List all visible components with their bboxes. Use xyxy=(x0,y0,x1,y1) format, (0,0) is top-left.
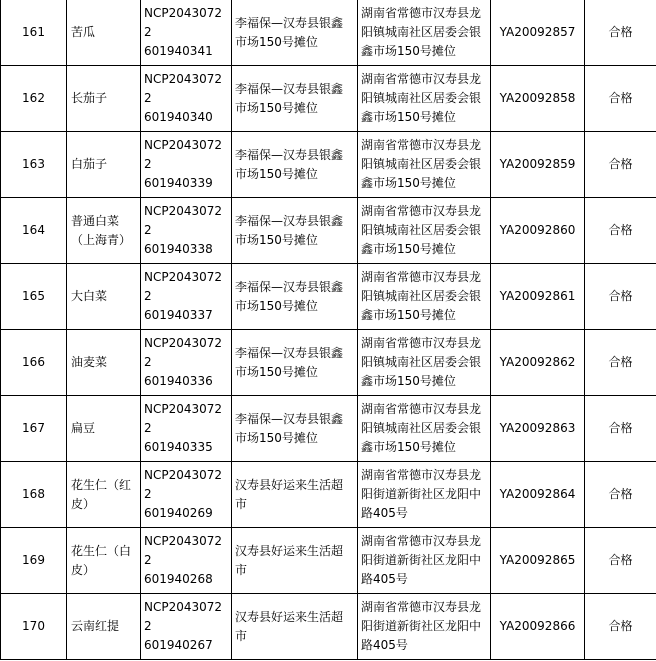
result-cell: 合格 xyxy=(585,528,656,594)
sample-number-cell: YA20092863 xyxy=(491,396,585,462)
sampling-code-part-1: NCP20430722 xyxy=(144,600,223,633)
serial-number-cell: 167 xyxy=(1,396,67,462)
sampling-code-part-2: 601940341 xyxy=(144,44,213,58)
serial-number-cell: 161 xyxy=(1,0,67,66)
sample-number-cell: YA20092860 xyxy=(491,198,585,264)
sample-number-cell: YA20092865 xyxy=(491,528,585,594)
table-row xyxy=(1,264,656,330)
sample-number-cell: YA20092862 xyxy=(491,330,585,396)
sampling-code-cell xyxy=(141,330,232,396)
sampling-code-cell xyxy=(141,462,232,528)
unit-address-cell: 湖南省常德市汉寿县龙阳镇城南社区居委会银鑫市场150号摊位 xyxy=(358,396,491,462)
product-name-cell: 普通白菜（上海青） xyxy=(67,198,141,264)
result-cell: 合格 xyxy=(585,396,656,462)
sampled-unit-cell: 汉寿县好运来生活超市 xyxy=(232,528,358,594)
sampling-code-part-2: 601940337 xyxy=(144,308,213,322)
sampled-unit-cell: 李福保—汉寿县银鑫市场150号摊位 xyxy=(232,132,358,198)
sampling-code-part-1: NCP20430722 xyxy=(144,72,223,105)
sampling-code-cell xyxy=(141,264,232,330)
sampling-code-cell xyxy=(141,528,232,594)
result-cell: 合格 xyxy=(585,198,656,264)
unit-address-cell: 湖南省常德市汉寿县龙阳街道新街社区龙阳中路405号 xyxy=(358,594,491,660)
sampling-code-part-2: 601940336 xyxy=(144,374,213,388)
sampling-code-cell xyxy=(141,132,232,198)
table-row xyxy=(1,0,656,66)
sampling-code-cell xyxy=(141,396,232,462)
table-row xyxy=(1,66,656,132)
sampling-code-part-1: NCP20430722 xyxy=(144,204,223,237)
sample-number-cell: YA20092859 xyxy=(491,132,585,198)
product-name-cell: 扁豆 xyxy=(67,396,141,462)
serial-number-cell: 165 xyxy=(1,264,67,330)
sampling-code-part-2: 601940267 xyxy=(144,638,213,652)
sampled-unit-cell: 李福保—汉寿县银鑫市场150号摊位 xyxy=(232,198,358,264)
table-row xyxy=(1,594,656,660)
result-cell: 合格 xyxy=(585,330,656,396)
unit-address-cell: 湖南省常德市汉寿县龙阳镇城南社区居委会银鑫市场150号摊位 xyxy=(358,0,491,66)
table-row xyxy=(1,330,656,396)
sample-number-cell: YA20092864 xyxy=(491,462,585,528)
sample-number-cell: YA20092861 xyxy=(491,264,585,330)
unit-address-cell: 湖南省常德市汉寿县龙阳镇城南社区居委会银鑫市场150号摊位 xyxy=(358,132,491,198)
sampling-code-part-2: 601940269 xyxy=(144,506,213,520)
product-name-cell: 花生仁（白皮） xyxy=(67,528,141,594)
product-name-cell: 云南红提 xyxy=(67,594,141,660)
product-name-cell: 油麦菜 xyxy=(67,330,141,396)
unit-address-cell: 湖南省常德市汉寿县龙阳镇城南社区居委会银鑫市场150号摊位 xyxy=(358,66,491,132)
table-row xyxy=(1,528,656,594)
sampled-unit-cell: 李福保—汉寿县银鑫市场150号摊位 xyxy=(232,396,358,462)
sampled-unit-cell: 李福保—汉寿县银鑫市场150号摊位 xyxy=(232,264,358,330)
sampling-code-part-2: 601940339 xyxy=(144,176,213,190)
table-row xyxy=(1,198,656,264)
sampled-unit-cell: 李福保—汉寿县银鑫市场150号摊位 xyxy=(232,66,358,132)
sampling-code-part-1: NCP20430722 xyxy=(144,138,223,171)
result-cell: 合格 xyxy=(585,0,656,66)
sample-number-cell: YA20092857 xyxy=(491,0,585,66)
unit-address-cell: 湖南省常德市汉寿县龙阳镇城南社区居委会银鑫市场150号摊位 xyxy=(358,198,491,264)
sampling-code-part-1: NCP20430722 xyxy=(144,534,223,567)
sampling-code-cell xyxy=(141,198,232,264)
sample-number-cell: YA20092866 xyxy=(491,594,585,660)
sampling-code-part-2: 601940340 xyxy=(144,110,213,124)
sampled-unit-cell: 李福保—汉寿县银鑫市场150号摊位 xyxy=(232,0,358,66)
sampling-code-part-1: NCP20430722 xyxy=(144,402,223,435)
product-name-cell: 长茄子 xyxy=(67,66,141,132)
sampled-unit-cell: 李福保—汉寿县银鑫市场150号摊位 xyxy=(232,330,358,396)
sampling-code-cell xyxy=(141,0,232,66)
sampled-unit-cell: 汉寿县好运来生活超市 xyxy=(232,594,358,660)
serial-number-cell: 169 xyxy=(1,528,67,594)
sampling-code-part-1: NCP20430722 xyxy=(144,468,223,501)
result-cell: 合格 xyxy=(585,66,656,132)
serial-number-cell: 162 xyxy=(1,66,67,132)
product-name-cell: 白茄子 xyxy=(67,132,141,198)
unit-address-cell: 湖南省常德市汉寿县龙阳镇城南社区居委会银鑫市场150号摊位 xyxy=(358,330,491,396)
result-cell: 合格 xyxy=(585,462,656,528)
sampled-unit-cell: 汉寿县好运来生活超市 xyxy=(232,462,358,528)
serial-number-cell: 164 xyxy=(1,198,67,264)
product-name-cell: 花生仁（红皮） xyxy=(67,462,141,528)
result-cell: 合格 xyxy=(585,132,656,198)
sampling-code-part-1: NCP20430722 xyxy=(144,336,223,369)
result-cell: 合格 xyxy=(585,594,656,660)
sampling-code-part-2: 601940335 xyxy=(144,440,213,454)
serial-number-cell: 163 xyxy=(1,132,67,198)
sampling-code-cell xyxy=(141,594,232,660)
unit-address-cell: 湖南省常德市汉寿县龙阳镇城南社区居委会银鑫市场150号摊位 xyxy=(358,264,491,330)
serial-number-cell: 166 xyxy=(1,330,67,396)
product-name-cell: 苦瓜 xyxy=(67,0,141,66)
sampling-code-part-2: 601940338 xyxy=(144,242,213,256)
sampling-code-cell xyxy=(141,66,232,132)
sampling-code-part-1: NCP20430722 xyxy=(144,6,223,39)
table-row xyxy=(1,132,656,198)
table-row xyxy=(1,462,656,528)
table-body xyxy=(1,0,656,660)
unit-address-cell: 湖南省常德市汉寿县龙阳街道新街社区龙阳中路405号 xyxy=(358,462,491,528)
sampling-code-part-1: NCP20430722 xyxy=(144,270,223,303)
sampling-code-part-2: 601940268 xyxy=(144,572,213,586)
unit-address-cell: 湖南省常德市汉寿县龙阳街道新街社区龙阳中路405号 xyxy=(358,528,491,594)
serial-number-cell: 168 xyxy=(1,462,67,528)
serial-number-cell: 170 xyxy=(1,594,67,660)
sample-number-cell: YA20092858 xyxy=(491,66,585,132)
table-row xyxy=(1,396,656,462)
result-cell: 合格 xyxy=(585,264,656,330)
product-name-cell: 大白菜 xyxy=(67,264,141,330)
